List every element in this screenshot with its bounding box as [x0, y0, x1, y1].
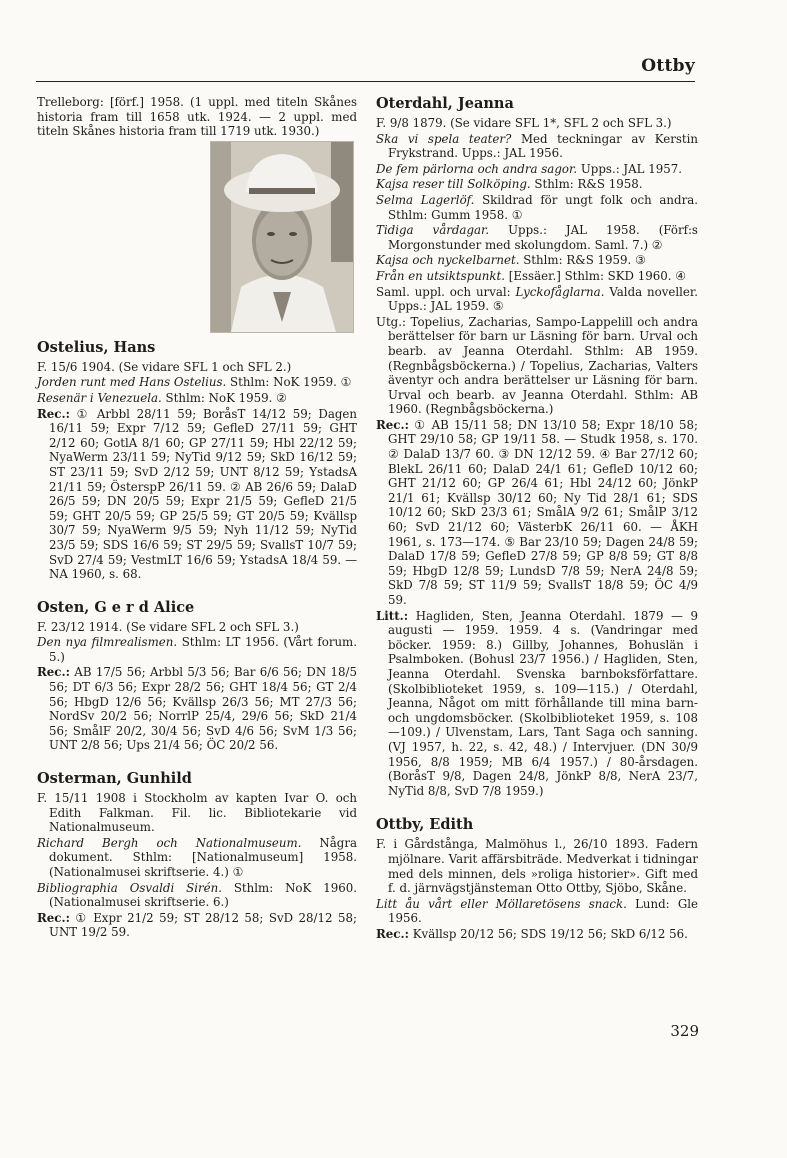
work-title: Kajsa och nyckelbarnet.	[376, 253, 520, 268]
entry-born: F. 15/11 1908 i Stockholm av kapten Ivar O. och Edith Falkman. Fil. lic. Bibliotekarie vid Nationalmuseum.	[37, 791, 357, 835]
work-details: Skildrad för ungt folk och andra. Sthlm: Gumm 1958. ①	[388, 192, 699, 222]
reviews	[376, 418, 698, 608]
work-entry	[37, 635, 357, 664]
work-details: Några dokument. Sthlm: [Nationalmuseum] 1958. (Nationalmusei skriftserie. 4.) ①	[49, 835, 357, 879]
work-entry	[376, 897, 698, 926]
work-title: Jorden runt med Hans Ostelius.	[37, 375, 227, 390]
work-title: Kajsa reser till Solköping.	[376, 177, 531, 192]
rec-text: ① Expr 21/2 59; ST 28/12 58; SvD 28/12 58; UNT 19/2 59.	[49, 910, 357, 940]
rec-label: Rec.:	[37, 665, 70, 680]
work-title: Lyckofåglarna.	[515, 284, 605, 299]
work-entry	[376, 193, 698, 222]
reviews	[37, 665, 357, 753]
work-details: Med teckningar av Kerstin Frykstrand. Upps.: JAL 1956.	[388, 131, 698, 161]
literature	[376, 609, 698, 799]
page-number: 329	[670, 1022, 699, 1040]
work-title: Tidiga vårdagar.	[376, 223, 490, 238]
continuation-text: Trelleborg: [förf.] 1958. (1 uppl. med titeln Skånes historia fram till 1658 utk. 1924. — 2 uppl. med titeln Skånes historia fram till 1719 utk. 1930.)	[37, 95, 357, 139]
work-entry	[37, 391, 357, 406]
work-details: Sthlm: NoK 1960. (Nationalmusei skriftserie. 6.)	[49, 880, 357, 910]
work-title: Bibliographia Osvaldi Sirén.	[37, 880, 222, 895]
work-details: Valda noveller. Upps.: JAL 1959. ⑤	[388, 284, 698, 314]
work-prefix: Saml. uppl. och urval:	[376, 284, 516, 299]
work-entry	[376, 223, 698, 252]
work-entry	[376, 162, 698, 177]
editions-text: Utg.: Topelius, Zacharias, Sampo-Lappelill och andra berättelser för barn ur Läsning för barn. Urval och bearb. av Jeanna Oterdahl. Sthlm: AB 1959. (Regnbågsböckerna.) / Topelius, Zacharias, Valters äventyr och andra berättelser ur Läsning för barn. Urval och bearb. av Jeanna Oterdahl. Sthlm: AB 1960. (Regnbågsböckerna.)	[376, 314, 698, 417]
work-entry	[376, 177, 698, 192]
work-details: Sthlm: R&S 1958.	[530, 177, 643, 192]
work-title: Richard Bergh och Nationalmuseum.	[37, 835, 302, 850]
entry-name-osterman: Osterman, Gunhild	[37, 770, 192, 788]
work-entry	[37, 375, 357, 390]
work-title: Ska vi spela teater?	[376, 131, 512, 146]
work-details: [Essäer.] Sthlm: SKD 1960. ④	[505, 268, 686, 283]
work-title: Selma Lagerlöf.	[376, 192, 475, 207]
reviews	[37, 911, 357, 940]
entry-born: F. i Gårdstånga, Malmöhus l., 26/10 1893. Fadern mjölnare. Varit affärsbiträde. Medverkat i tidningar med dels minnen, dels »roliga historier». Gift med f. d. järnvägstjänsteman Otto Ottby, Sjöbo, Skåne.	[376, 837, 698, 896]
work-details: Upps.: JAL 1958. (Förf:s Morgonstunder med skolungdom. Saml. 7.) ②	[388, 223, 698, 252]
rec-text: Kvällsp 20/12 56; SDS 19/12 56; SkD 6/12 56.	[408, 926, 688, 941]
entry-name-ottby: Ottby, Edith	[376, 816, 474, 834]
work-entry	[37, 836, 357, 880]
rec-text: AB 17/5 56; Arbbl 5/3 56; Bar 6/6 56; DN 18/5 56; DT 6/3 56; Expr 28/2 56; GHT 18/4 56; GT 2/4 56; HbgD 12/6 56; Kvällsp 26/3 56; MT 27/3 56; NordSv 20/2 56; NorrlP 25/4, 29/6 56; SkD 21/4 56; SmålF 20/2, 30/4 56; SvD 4/6 56; SvM 1/3 56; UNT 2/8 56; Ups 21/4 56; ÖC 20/2 56.	[49, 665, 357, 753]
entry-born: F. 15/6 1904. (Se vidare SFL 1 och SFL 2.)	[37, 359, 292, 374]
litt-label: Litt.:	[376, 608, 409, 623]
rec-label: Rec.:	[376, 417, 409, 432]
reviews	[37, 407, 357, 582]
work-entry	[37, 881, 357, 910]
work-entry	[376, 285, 698, 314]
work-title: De fem pärlorna och andra sagor.	[376, 161, 578, 176]
work-details: Sthlm: R&S 1959. ③	[519, 253, 646, 268]
work-title: Från en utsiktspunkt.	[376, 268, 506, 283]
entry-born: F. 23/12 1914. (Se vidare SFL 2 och SFL 3.)	[37, 619, 299, 634]
litt-text: Hagliden, Sten, Jeanna Oterdahl. 1879 — 9 augusti — 1959. 1959. 4 s. (Vandringar med böcker. 1959: 8.) Gillby, Johannes, Bohuslän i Psalmboken. (Bohusl 23/7 1956.) / Hagliden, Sten, Jeanna Oterdahl. Svenska barnboksförfattare. (Skolbiblioteket 1959, s. 109—115.) / Oterdahl, Jeanna, Något om mitt förhållande till mina barn- och ungdomsböcker. (Skolbiblioteket 1959, s. 108—109.) / Ulvenstam, Lars, Tant Saga och sanning. (VJ 1957, h. 22, s. 42, 48.) / Intervjuer. (DN 30/9 1956, 8/8 1959; MB 6/4 1957.) / 80-årsdagen. (BoråsT 9/8, Dagen 24/8, JönkP 8/8, NerA 23/7, NyTid 8/8, SvD 7/8 1959.)	[388, 608, 698, 798]
reviews	[376, 927, 698, 942]
entry-name-oterdahl: Oterdahl, Jeanna	[376, 95, 514, 112]
running-header: Ottby	[641, 56, 695, 76]
entry-name-osten: Osten, G e r d Alice	[37, 598, 195, 616]
work-details: Upps.: JAL 1957.	[577, 161, 683, 176]
right-column	[376, 95, 698, 941]
header-rule	[36, 81, 695, 82]
portrait-icon	[211, 142, 353, 332]
work-details: Sthlm: LT 1956. (Vårt forum. 5.)	[49, 635, 357, 664]
work-entry	[376, 253, 698, 268]
left-column	[37, 95, 357, 940]
work-title: Resenär i Venezuela.	[37, 390, 162, 405]
work-details: Lund: Gle 1956.	[388, 896, 699, 926]
work-title: Den nya filmrealismen.	[37, 635, 178, 650]
work-details: Sthlm: NoK 1959. ②	[161, 390, 287, 405]
work-entry	[376, 132, 698, 161]
work-title: Litt åu vårt eller Möllaretösens snack.	[376, 896, 627, 911]
rec-label: Rec.:	[37, 910, 70, 925]
entry-born: F. 9/8 1879. (Se vidare SFL 1*, SFL 2 och SFL 3.)	[376, 116, 672, 130]
rec-text: ① Arbbl 28/11 59; BoråsT 14/12 59; Dagen 16/11 59; Expr 7/12 59; GefleD 27/11 59; GHT 2/12 60; GotlA 8/1 60; GP 27/11 59; Hbl 22/12 59; NyaWerm 23/11 59; NyTid 9/12 59; SkD 16/12 59; ST 23/11 59; SvD 2/12 59; UNT 8/12 59; YstadsA 21/11 59; ÖsterspP 26/11 59. ② AB 26/6 59; DalaD 26/5 59; DN 20/5 59; Expr 21/5 59; GefleD 21/5 59; GHT 20/5 59; GP 25/5 59; GT 20/5 59; Kvällsp 30/7 59; NyaWerm 9/5 59; Nyh 11/12 59; NyTid 23/5 59; SDS 16/6 59; ST 29/5 59; SvallsT 10/7 59; SvD 27/4 59; VestmLT 16/6 59; YstadsA 18/4 59. — NA 1960, s. 68.	[49, 406, 357, 582]
rec-text: ① AB 15/11 58; DN 13/10 58; Expr 18/10 58; GHT 29/10 58; GP 19/11 58. — Studk 1958, s. 170. ② DalaD 13/7 60. ③ DN 12/12 59. ④ Bar 27/12 60; BlekL 26/11 60; DalaD 24/1 61; GefleD 10/12 60; GHT 21/12 60; GP 26/4 61; Hbl 24/12 60; JönkP 21/1 61; Kvällsp 30/12 60; Ny Tid 28/1 61; SDS 10/12 60; SkD 23/3 61; SmålA 9/2 61; SmålP 3/12 60; SvD 21/12 60; VästerbK 26/11 60. — ÅKH 1961, s. 173—174. ⑤ Bar 23/10 59; Dagen 24/8 59; DalaD 17/8 59; GefleD 27/8 59; GP 8/8 59; GT 8/8 59; HbgD 12/8 59; LundsD 7/8 59; NerA 24/8 59; SkD 7/8 59; ST 11/9 59; SvallsT 18/8 59; ÖC 4/9 59.	[388, 417, 698, 607]
rec-label: Rec.:	[376, 926, 409, 941]
work-details: Sthlm: NoK 1959. ①	[226, 375, 352, 390]
author-portrait-photo	[210, 141, 354, 333]
entry-name-ostelius: Ostelius, Hans	[37, 338, 156, 356]
work-entry	[376, 269, 698, 284]
rec-label: Rec.:	[37, 406, 70, 421]
